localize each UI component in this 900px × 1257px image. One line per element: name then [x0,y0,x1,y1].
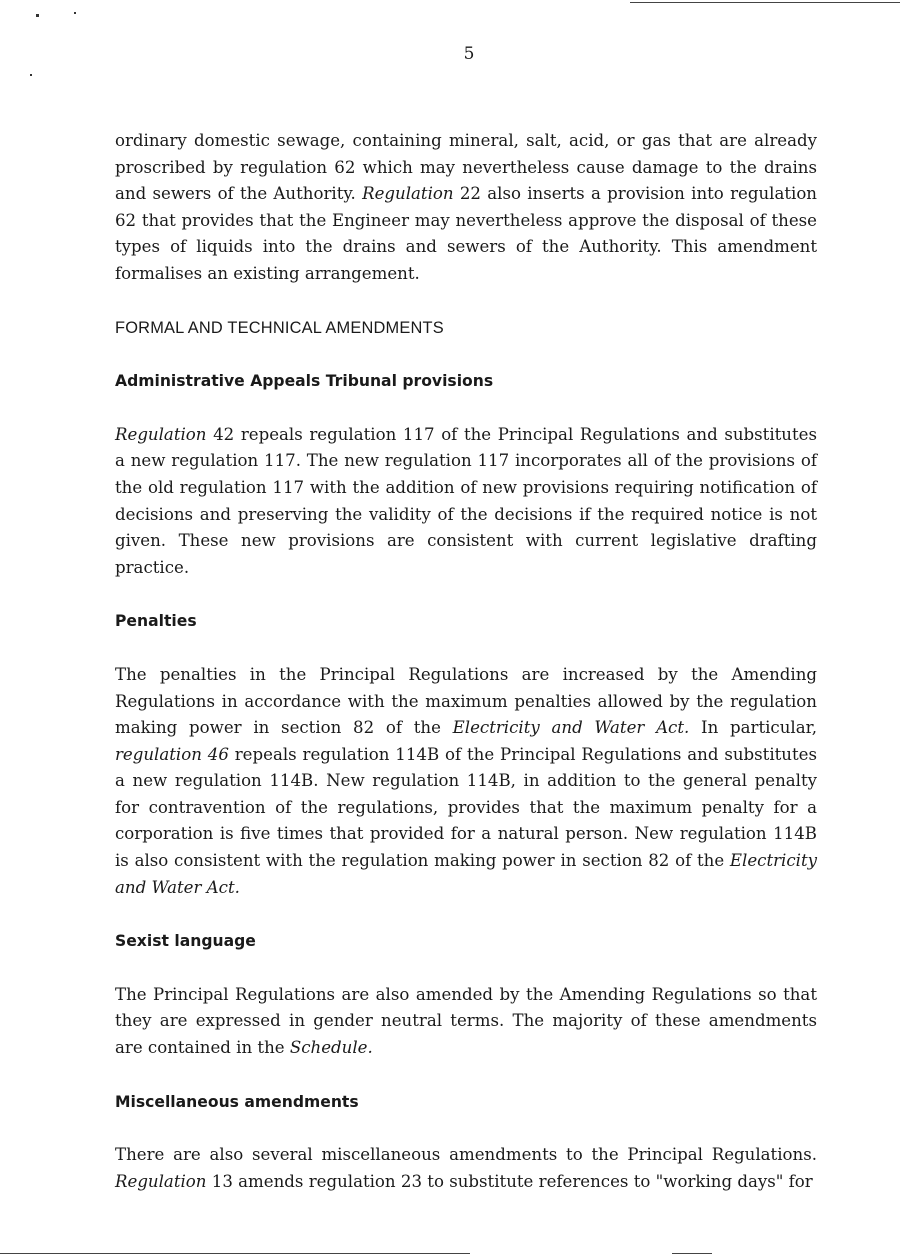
aat-paragraph [115,422,817,582]
text-run: 42 repeals regulation 117 of the Principal Regulations and substitutes a new regulation 117. The new regulation 117 incorporates all of the provisions of the old regulation 117 with the addition of new provisions requiring notification of decisions and preserving the validity of the decisions if the required notice is not given. These new provisions are consistent with current legislative drafting practice. [115,424,817,577]
subheading-penalties: Penalties [115,612,197,631]
subheading-sexist-language: Sexist language [115,932,256,951]
italic-run: Electricity and Water Act. [452,718,690,738]
subheading-misc: Miscellaneous amendments [115,1092,359,1111]
text-run: In particular, [689,718,817,738]
section-heading-formal: FORMAL AND TECHNICAL AMENDMENTS [115,318,444,337]
text-run: The Principal Regulations are also amended by the Amending Regulations so that they are expressed in gender neutral terms. The majority of these amendments are contained in the [115,984,817,1058]
intro-paragraph [115,128,817,288]
italic-run: Regulation [115,1171,207,1191]
penalties-paragraph [115,662,817,901]
text-run: repeals regulation 114B of the Principal Regulations and substitutes a new regulation 114B. New regulation 114B, in addition to the general penalty for contravention of the regulations, provides that the maximum penalty for a corporation is five times that provided for a natural person. New regulation 114B is also consistent with the regulation making power in section 82 of the [115,744,817,871]
document-body [115,128,817,1222]
scan-edge-bottom [672,1253,712,1254]
text-run: The penalties in the Principal Regulations are increased by the Amending Regulations in accordance with the maximum penalties allowed by the regulation making power in section 82 of the [115,664,817,738]
scan-edge-top [630,2,900,3]
page-number: 5 [463,44,475,64]
text-run: ordinary domestic sewage, containing mineral, salt, acid, or gas that are already proscribed by regulation 62 which may nevertheless cause damage to the drains and sewers of the Authority. [115,131,817,204]
text-run: There are also several miscellaneous amendments to the Principal Regulations. [115,1145,817,1165]
italic-run: Electricity and Water Act. [115,851,817,897]
scan-edge-bottom [0,1253,470,1254]
italic-run: Regulation [362,184,454,204]
scan-speck [74,12,76,14]
subheading-aat: Administrative Appeals Tribunal provisions [115,372,494,391]
italic-run: regulation 46 [115,744,229,764]
scan-speck [36,14,39,17]
text-run: 22 also inserts a provision into regulation 62 that provides that the Engineer may nevertheless approve the disposal of these types of liquids into the drains and sewers of the Authority. This amendment formalises an existing arrangement. [115,184,817,283]
italic-run: Regulation [115,424,207,444]
italic-run: Schedule. [289,1038,373,1058]
misc-paragraph [115,1142,817,1195]
scan-speck [30,74,32,76]
text-run: 13 amends regulation 23 to substitute references to "working days" for [206,1171,813,1191]
sexist-language-paragraph [115,982,817,1062]
